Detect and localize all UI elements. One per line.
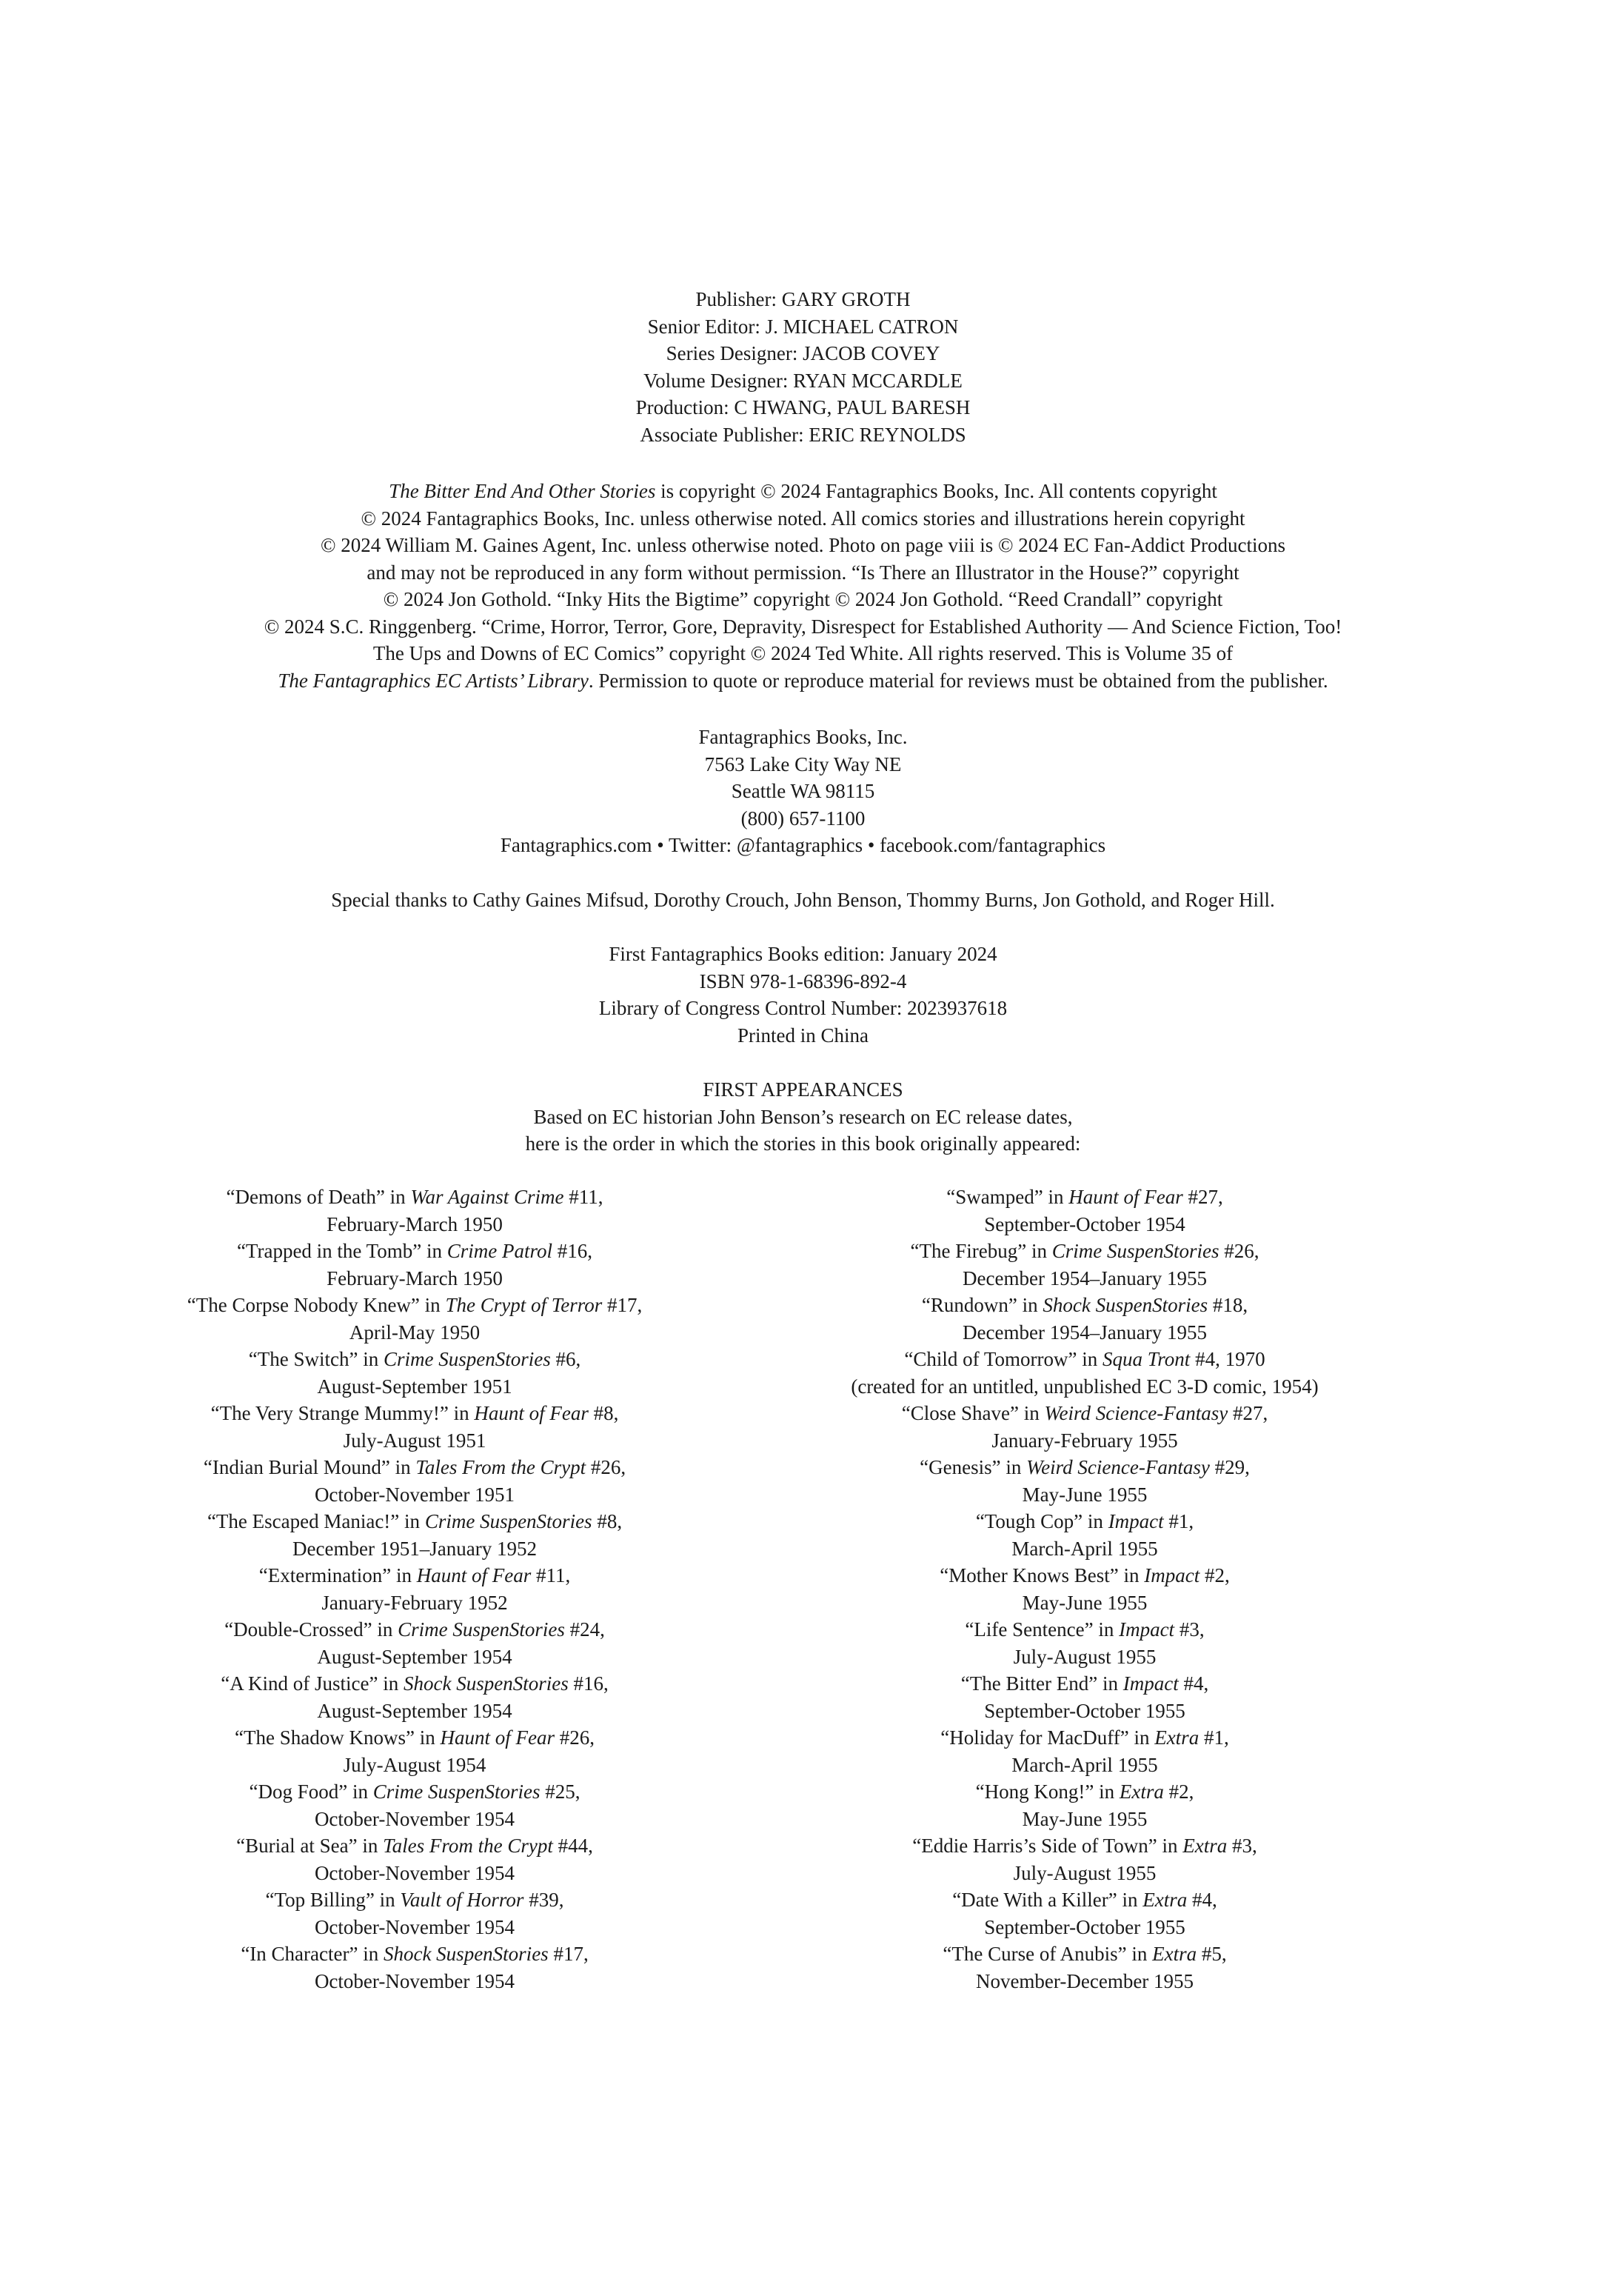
- connector-text: in: [1093, 1618, 1120, 1641]
- comic-series: The Crypt of Terror: [445, 1294, 603, 1316]
- story-title: “A Kind of Justice”: [221, 1672, 378, 1695]
- first-appearances-intro: Based on EC historian John Benson’s research on EC release dates,: [533, 1105, 1073, 1128]
- appearance-entry: [789, 1832, 1381, 1886]
- story-title: “Genesis”: [920, 1456, 1001, 1478]
- story-title: “In Character”: [241, 1943, 358, 1965]
- publication-date: January-February 1955: [991, 1429, 1178, 1452]
- appearance-title-line: [155, 1454, 674, 1481]
- comic-series: Crime SuspenStories: [398, 1618, 565, 1641]
- issue-number: #3,: [1174, 1618, 1205, 1641]
- comic-series: Extra: [1142, 1889, 1188, 1911]
- credit-senior-editor: Senior Editor: J. MICHAEL CATRON: [647, 315, 959, 338]
- appearance-title-line: [789, 1562, 1381, 1589]
- connector-text: in: [1118, 1564, 1145, 1586]
- publication-date: May-June 1955: [1022, 1807, 1148, 1830]
- story-title: “Demons of Death”: [226, 1186, 385, 1208]
- publication-date: January-February 1952: [321, 1591, 508, 1614]
- issue-number: #2,: [1200, 1564, 1230, 1586]
- publication-date: May-June 1955: [1022, 1591, 1148, 1614]
- series-title: The Fantagraphics EC Artists’ Library: [278, 669, 589, 692]
- appearance-title-line: [789, 1292, 1381, 1319]
- connector-text: in: [374, 1889, 401, 1911]
- issue-number: #27,: [1228, 1402, 1268, 1424]
- copyright-line: and may not be reproduced in any form without permission. “Is There an Illustrator in the House?” copyright: [367, 561, 1239, 584]
- appearance-title-line: [789, 1508, 1381, 1535]
- edition-info: [0, 941, 1606, 1049]
- story-title: “The Shadow Knows”: [235, 1726, 415, 1749]
- appearance-entry: [789, 1454, 1381, 1508]
- issue-number: #29,: [1209, 1456, 1250, 1478]
- appearance-title-line: [789, 1238, 1381, 1265]
- publisher-address: [0, 724, 1606, 859]
- appearance-title-line: [155, 1400, 674, 1427]
- publication-date: May-June 1955: [1022, 1483, 1148, 1506]
- comic-series: Crime SuspenStories: [424, 1510, 592, 1532]
- appearance-title-line: [155, 1508, 674, 1535]
- publication-date: December 1954–January 1955: [963, 1321, 1207, 1344]
- appearance-entry: [789, 1292, 1381, 1346]
- appearance-title-line: [155, 1832, 674, 1860]
- comic-series: Impact: [1144, 1564, 1200, 1586]
- appearance-title-line: [789, 1886, 1381, 1914]
- connector-text: in: [1077, 1348, 1103, 1370]
- comic-series: Haunt of Fear: [416, 1564, 532, 1586]
- thanks-text: Special thanks to Cathy Gaines Mifsud, Dorothy Crouch, John Benson, Thommy Burns, Jon Gothold, and Roger Hill.: [331, 889, 1275, 911]
- comic-series: Haunt of Fear: [474, 1402, 589, 1424]
- appearance-title-line: [789, 1670, 1381, 1698]
- phone-number: (800) 657-1100: [740, 807, 866, 830]
- appearance-entry: [155, 1778, 674, 1832]
- appearance-title-line: [789, 1724, 1381, 1752]
- comic-series: Weird Science-Fantasy: [1044, 1402, 1228, 1424]
- story-title: “The Curse of Anubis”: [943, 1943, 1127, 1965]
- publication-date: September-October 1954: [984, 1212, 1185, 1235]
- connector-text: in: [1126, 1943, 1153, 1965]
- connector-text: in: [372, 1618, 398, 1641]
- comic-series: Impact: [1108, 1510, 1164, 1532]
- company-name: Fantagraphics Books, Inc.: [698, 726, 908, 748]
- connector-text: in: [1026, 1240, 1052, 1262]
- story-title: “The Bitter End”: [960, 1672, 1098, 1695]
- issue-number: #27,: [1182, 1186, 1223, 1208]
- appearance-entry: [789, 1616, 1381, 1670]
- story-title: “Indian Burial Mound”: [203, 1456, 390, 1478]
- appearance-entry: [155, 1562, 674, 1616]
- connector-text: in: [1157, 1835, 1183, 1857]
- connector-text: in: [421, 1240, 447, 1262]
- issue-number: #39,: [523, 1889, 564, 1911]
- comic-series: Crime SuspenStories: [1051, 1240, 1219, 1262]
- issue-number: #5,: [1197, 1943, 1227, 1965]
- credit-volume-designer: Volume Designer: RYAN MCCARDLE: [643, 369, 963, 392]
- appearances-right-column: [789, 1184, 1381, 1995]
- publication-date: October-November 1954: [314, 1861, 515, 1884]
- appearance-title-line: [789, 1346, 1381, 1373]
- isbn: ISBN 978-1-68396-892-4: [699, 970, 907, 992]
- story-title: “Top Billing”: [265, 1889, 375, 1911]
- comic-series: Vault of Horror: [400, 1889, 524, 1911]
- appearance-title-line: [155, 1940, 674, 1968]
- story-title: “Tough Cop”: [975, 1510, 1083, 1532]
- story-title: “Life Sentence”: [965, 1618, 1094, 1641]
- story-title: “The Corpse Nobody Knew”: [187, 1294, 420, 1316]
- issue-number: #4,: [1178, 1672, 1209, 1695]
- appearance-title-line: [155, 1670, 674, 1698]
- connector-text: in: [384, 1186, 411, 1208]
- appearance-title-line: [155, 1562, 674, 1589]
- story-title: “Swamped”: [946, 1186, 1043, 1208]
- appearance-title-line: [789, 1454, 1381, 1481]
- comic-series: Extra: [1182, 1835, 1228, 1857]
- connector-text: in: [1083, 1510, 1108, 1532]
- appearance-title-line: [155, 1346, 674, 1373]
- story-title: “The Escaped Maniac!”: [207, 1510, 400, 1532]
- issue-number: #4, 1970: [1190, 1348, 1265, 1370]
- appearance-entry: [155, 1292, 674, 1346]
- copyright-line: © 2024 William M. Gaines Agent, Inc. unless otherwise noted. Photo on page viii is © 2024 EC Fan-Addict Productions: [320, 534, 1286, 556]
- copyright-text: is copyright © 2024 Fantagraphics Books, Inc. All contents copyright: [655, 480, 1217, 502]
- publication-date: September-October 1955: [984, 1699, 1185, 1722]
- story-title: “The Very Strange Mummy!”: [210, 1402, 449, 1424]
- issue-number: #1,: [1163, 1510, 1194, 1532]
- appearance-entry: [789, 1508, 1381, 1562]
- comic-series: Crime SuspenStories: [383, 1348, 551, 1370]
- connector-text: in: [358, 1943, 384, 1965]
- comic-series: Crime SuspenStories: [372, 1781, 541, 1803]
- connector-text: in: [1117, 1889, 1143, 1911]
- appearance-title-line: [789, 1940, 1381, 1968]
- story-title: “Eddie Harris’s Side of Town”: [912, 1835, 1157, 1857]
- publication-date: April-May 1950: [349, 1321, 481, 1344]
- online-links: Fantagraphics.com • Twitter: @fantagraphics • facebook.com/fantagraphics: [500, 834, 1106, 856]
- appearance-title-line: [155, 1292, 674, 1319]
- appearance-entry: [155, 1400, 674, 1454]
- appearance-entry: [789, 1562, 1381, 1616]
- story-title: “Child of Tomorrow”: [904, 1348, 1077, 1370]
- appearances-left-column: [155, 1184, 674, 1995]
- story-title: “Double-Crossed”: [224, 1618, 372, 1641]
- publication-date: (created for an untitled, unpublished EC 3-D comic, 1954): [851, 1375, 1319, 1398]
- appearance-entry: [155, 1724, 674, 1778]
- appearance-entry: [789, 1238, 1381, 1292]
- publication-date: October-November 1951: [314, 1483, 515, 1506]
- publication-date: October-November 1954: [314, 1969, 515, 1992]
- issue-number: #44,: [552, 1835, 593, 1857]
- connector-text: in: [399, 1510, 425, 1532]
- issue-number: #1,: [1199, 1726, 1229, 1749]
- comic-series: Haunt of Fear: [440, 1726, 555, 1749]
- comic-series: Tales From the Crypt: [383, 1835, 553, 1857]
- appearance-title-line: [155, 1886, 674, 1914]
- appearance-entry: [789, 1940, 1381, 1995]
- book-title: The Bitter End And Other Stories: [389, 480, 656, 502]
- appearance-entry: [155, 1886, 674, 1940]
- connector-text: in: [448, 1402, 475, 1424]
- connector-text: in: [357, 1835, 384, 1857]
- publication-date: December 1954–January 1955: [963, 1267, 1207, 1289]
- appearance-entry: [789, 1724, 1381, 1778]
- issue-number: #4,: [1187, 1889, 1217, 1911]
- connector-text: in: [1000, 1456, 1027, 1478]
- appearance-entry: [789, 1184, 1381, 1238]
- issue-number: #17,: [548, 1943, 589, 1965]
- street-address: 7563 Lake City Way NE: [704, 752, 902, 775]
- comic-series: Impact: [1122, 1672, 1179, 1695]
- credit-associate-publisher: Associate Publisher: ERIC REYNOLDS: [640, 423, 966, 446]
- appearance-entry: [155, 1670, 674, 1724]
- story-title: “Trapped in the Tomb”: [236, 1240, 422, 1262]
- issue-number: #8,: [588, 1402, 619, 1424]
- story-title: “Date With a Killer”: [952, 1889, 1117, 1911]
- comic-series: Weird Science-Fantasy: [1026, 1456, 1210, 1478]
- story-title: “Rundown”: [921, 1294, 1017, 1316]
- issue-number: #26,: [1219, 1240, 1259, 1262]
- connector-text: in: [358, 1348, 384, 1370]
- publication-date: August-September 1954: [317, 1645, 512, 1668]
- appearance-entry: [155, 1940, 674, 1995]
- comic-series: Shock SuspenStories: [1043, 1294, 1208, 1316]
- appearance-title-line: [155, 1184, 674, 1211]
- copyright-line: © 2024 Fantagraphics Books, Inc. unless otherwise noted. All comics stories and illustrations herein copyright: [361, 507, 1245, 530]
- appearance-title-line: [789, 1184, 1381, 1211]
- story-title: “Extermination”: [258, 1564, 392, 1586]
- comic-series: Tales From the Crypt: [415, 1456, 586, 1478]
- publication-date: March-April 1955: [1011, 1537, 1158, 1560]
- issue-number: #24,: [564, 1618, 605, 1641]
- appearance-title-line: [789, 1832, 1381, 1860]
- comic-series: Extra: [1119, 1781, 1164, 1803]
- publication-date: March-April 1955: [1011, 1753, 1158, 1776]
- issue-number: #11,: [531, 1564, 571, 1586]
- publication-date: August-September 1951: [317, 1375, 512, 1398]
- issue-number: #6,: [550, 1348, 581, 1370]
- appearance-entry: [789, 1400, 1381, 1454]
- first-appearances-header: [0, 1076, 1606, 1158]
- copyright-line: © 2024 Jon Gothold. “Inky Hits the Bigtime” copyright © 2024 Jon Gothold. “Reed Crandall” copyright: [383, 588, 1223, 610]
- publication-date: September-October 1955: [984, 1915, 1185, 1938]
- story-title: “Burial at Sea”: [236, 1835, 358, 1857]
- copyright-line: [0, 667, 1606, 695]
- connector-text: in: [1094, 1781, 1120, 1803]
- appearance-title-line: [789, 1616, 1381, 1643]
- appearance-title-line: [155, 1238, 674, 1265]
- printed-in: Printed in China: [737, 1024, 869, 1047]
- first-appearances-heading: FIRST APPEARANCES: [703, 1078, 903, 1101]
- issue-number: #3,: [1227, 1835, 1257, 1857]
- publication-date: November-December 1955: [975, 1969, 1194, 1992]
- appearance-entry: [789, 1670, 1381, 1724]
- copyright-line: The Ups and Downs of EC Comics” copyright © 2024 Ted White. All rights reserved. This is Volume 35 of: [372, 642, 1234, 664]
- publication-date: December 1951–January 1952: [292, 1537, 537, 1560]
- appearance-entry: [155, 1832, 674, 1886]
- connector-text: in: [378, 1672, 404, 1695]
- story-title: “Dog Food”: [249, 1781, 348, 1803]
- comic-series: Extra: [1154, 1726, 1200, 1749]
- appearance-entry: [789, 1886, 1381, 1940]
- copyright-text: . Permission to quote or reproduce material for reviews must be obtained from the publisher.: [588, 669, 1328, 692]
- appearance-entry: [155, 1616, 674, 1670]
- credit-publisher: Publisher: GARY GROTH: [695, 288, 911, 310]
- appearance-title-line: [155, 1778, 674, 1806]
- appearance-entry: [789, 1778, 1381, 1832]
- issue-number: #26,: [554, 1726, 595, 1749]
- appearance-title-line: [155, 1616, 674, 1643]
- connector-text: in: [414, 1726, 441, 1749]
- publication-date: October-November 1954: [314, 1915, 515, 1938]
- appearance-entry: [155, 1184, 674, 1238]
- comic-series: Haunt of Fear: [1068, 1186, 1183, 1208]
- publication-date: August-September 1954: [317, 1699, 512, 1722]
- comic-series: Extra: [1152, 1943, 1197, 1965]
- copyright-line: [0, 478, 1606, 505]
- story-title: “Hong Kong!”: [975, 1781, 1094, 1803]
- appearance-entry: [155, 1238, 674, 1292]
- connector-text: in: [389, 1456, 416, 1478]
- comic-series: Shock SuspenStories: [383, 1943, 549, 1965]
- copyright-notice: [0, 478, 1606, 694]
- appearance-title-line: [155, 1724, 674, 1752]
- connector-text: in: [391, 1564, 417, 1586]
- connector-text: in: [1017, 1294, 1043, 1316]
- story-title: “Mother Knows Best”: [940, 1564, 1119, 1586]
- copyright-line: © 2024 S.C. Ringgenberg. “Crime, Horror, Terror, Gore, Depravity, Disrespect for Established Authority — And Science Fiction, Too!: [264, 615, 1342, 638]
- issue-number: #25,: [540, 1781, 580, 1803]
- appearance-entry: [155, 1454, 674, 1508]
- credits-block: [0, 286, 1606, 448]
- credit-production: Production: C HWANG, PAUL BARESH: [635, 396, 971, 418]
- lccn: Library of Congress Control Number: 2023937618: [598, 997, 1008, 1019]
- connector-text: in: [419, 1294, 446, 1316]
- publication-date: February-March 1950: [327, 1267, 503, 1289]
- issue-number: #18,: [1208, 1294, 1248, 1316]
- special-thanks: [0, 887, 1606, 914]
- appearance-entry: [155, 1346, 674, 1400]
- comic-series: Squa Tront: [1103, 1348, 1191, 1370]
- connector-text: in: [1043, 1186, 1069, 1208]
- connector-text: in: [1128, 1726, 1155, 1749]
- comic-series: War Against Crime: [410, 1186, 564, 1208]
- publication-date: July-August 1954: [343, 1753, 486, 1776]
- story-title: “Holiday for MacDuff”: [940, 1726, 1129, 1749]
- publication-date: July-August 1955: [1013, 1861, 1157, 1884]
- publication-date: February-March 1950: [327, 1212, 503, 1235]
- publication-date: July-August 1951: [343, 1429, 486, 1452]
- issue-number: #8,: [592, 1510, 623, 1532]
- story-title: “The Switch”: [248, 1348, 358, 1370]
- publication-date: October-November 1954: [314, 1807, 515, 1830]
- connector-text: in: [347, 1781, 373, 1803]
- issue-number: #17,: [602, 1294, 643, 1316]
- comic-series: Impact: [1119, 1618, 1175, 1641]
- appearance-entry: [155, 1508, 674, 1562]
- connector-text: in: [1019, 1402, 1045, 1424]
- appearance-title-line: [789, 1778, 1381, 1806]
- issue-number: #16,: [552, 1240, 593, 1262]
- first-edition: First Fantagraphics Books edition: January 2024: [609, 943, 997, 965]
- comic-series: Crime Patrol: [446, 1240, 553, 1262]
- issue-number: #2,: [1163, 1781, 1194, 1803]
- credit-series-designer: Series Designer: JACOB COVEY: [666, 342, 940, 364]
- story-title: “The Firebug”: [910, 1240, 1027, 1262]
- connector-text: in: [1097, 1672, 1123, 1695]
- appearance-entry: [789, 1346, 1381, 1400]
- city-address: Seattle WA 98115: [731, 780, 875, 802]
- issue-number: #11,: [563, 1186, 603, 1208]
- story-title: “Close Shave”: [901, 1402, 1019, 1424]
- issue-number: #26,: [586, 1456, 626, 1478]
- appearance-title-line: [789, 1400, 1381, 1427]
- first-appearances-intro: here is the order in which the stories in this book originally appeared:: [525, 1132, 1081, 1155]
- publication-date: July-August 1955: [1013, 1645, 1157, 1668]
- comic-series: Shock SuspenStories: [404, 1672, 569, 1695]
- issue-number: #16,: [568, 1672, 609, 1695]
